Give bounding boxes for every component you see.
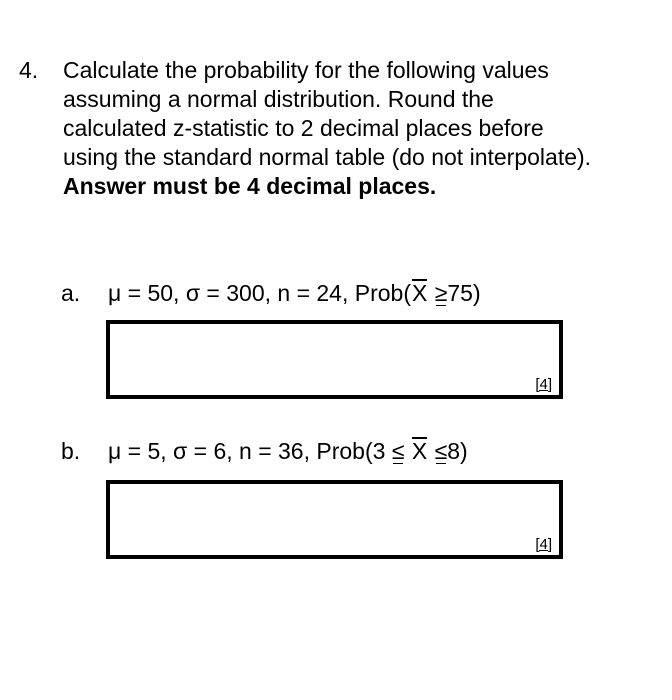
part-b-label: b.: [61, 438, 81, 464]
part-a-xbar: X: [412, 280, 428, 306]
question-number: 4.: [19, 57, 39, 83]
question-line-2: assuming a normal distribution. Round the: [63, 86, 494, 112]
part-b-expr-prefix: μ = 5, σ = 6, n = 36, Prob(3: [108, 438, 392, 464]
question-line-3: calculated z-statistic to 2 decimal places before: [63, 115, 544, 141]
part-b-expression: [108, 437, 468, 466]
part-a-expr-prefix: μ = 50, σ = 300, n = 24, Prob(: [108, 280, 411, 306]
part-a-value: 75): [447, 280, 481, 306]
question-line-4: using the standard normal table (do not interpolate).: [63, 144, 592, 170]
part-a-answer-box[interactable]: [106, 320, 563, 399]
part-a-marks: [4]: [535, 376, 552, 393]
question-instruction: Answer must be 4 decimal places.: [63, 173, 437, 199]
part-b-operator-1: ≤: [391, 438, 405, 464]
question-text: [63, 56, 653, 201]
part-b-answer-box[interactable]: [106, 480, 563, 559]
part-b-xbar: X: [411, 438, 428, 464]
part-b-marks: [4]: [535, 536, 552, 553]
question-line-1: Calculate the probability for the following values: [63, 57, 549, 83]
part-a-expression: [108, 279, 481, 308]
part-b-value: 8): [447, 438, 468, 464]
part-a-operator: ≥: [434, 280, 448, 306]
part-b-operator-2: ≤: [434, 438, 448, 464]
part-a-label: a.: [61, 280, 81, 306]
